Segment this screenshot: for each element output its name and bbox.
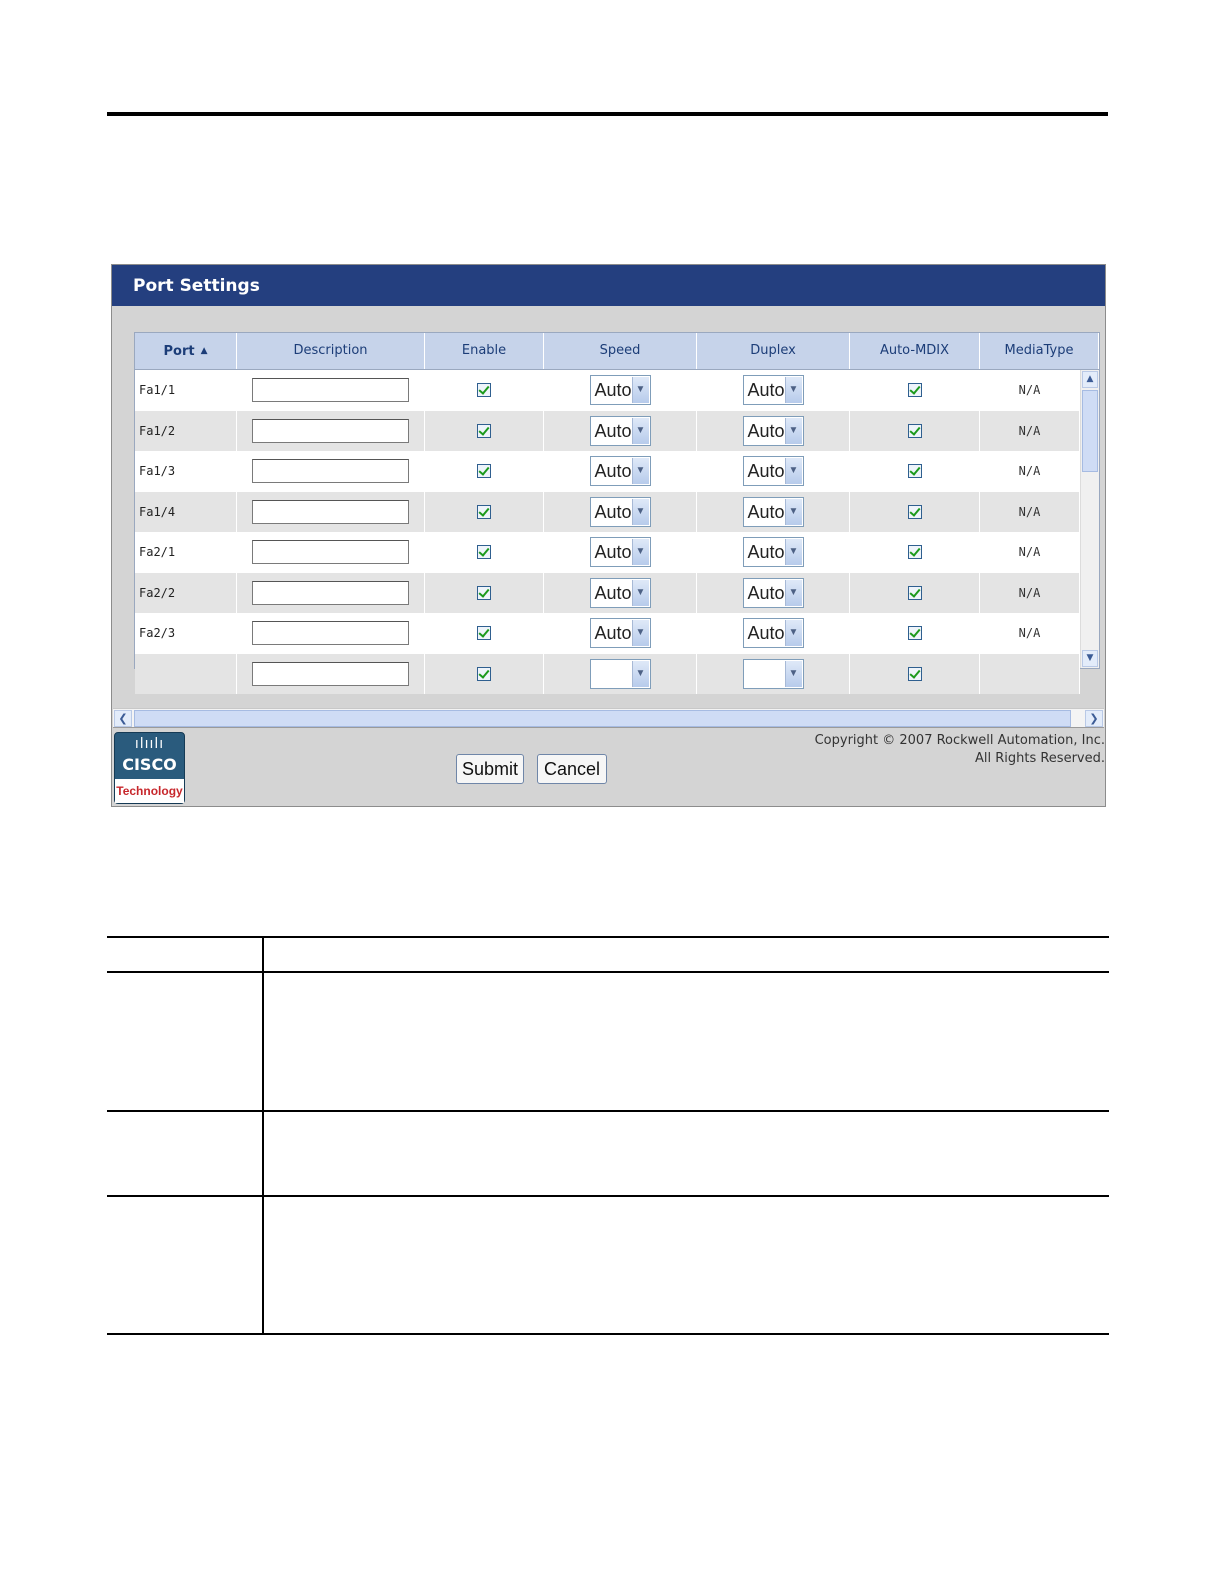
duplex-value: Auto [747, 461, 785, 482]
table-row [135, 573, 1080, 614]
description-cell [237, 532, 425, 573]
port-cell [135, 654, 237, 695]
table-rule-row [107, 1110, 1109, 1112]
speed-value: Auto [594, 380, 632, 401]
sort-ascending-icon: ▲ [200, 346, 208, 356]
mediatype-value: N/A [1018, 545, 1041, 560]
port-cell: Fa1/3 [135, 451, 237, 492]
auto-mdix-checkbox[interactable] [908, 505, 922, 519]
duplex-value: Auto [747, 582, 785, 603]
enable-checkbox[interactable] [477, 424, 491, 438]
chevron-down-icon[interactable]: ▼ [785, 499, 802, 525]
chevron-down-icon[interactable]: ▼ [785, 580, 802, 606]
auto-mdix-cell [850, 532, 980, 573]
enable-checkbox[interactable] [477, 505, 491, 519]
chevron-down-icon[interactable]: ▼ [632, 418, 649, 444]
speed-select[interactable] [590, 618, 651, 648]
column-header-auto-mdix[interactable]: Auto-MDIX [850, 333, 980, 369]
speed-select[interactable] [590, 578, 651, 608]
auto-mdix-checkbox[interactable] [908, 586, 922, 600]
chevron-down-icon[interactable]: ▼ [632, 620, 649, 646]
enable-cell [425, 654, 544, 695]
vertical-scroll-thumb[interactable] [1082, 390, 1098, 472]
rights-line: All Rights Reserved. [974, 751, 1105, 766]
auto-mdix-checkbox[interactable] [908, 383, 922, 397]
duplex-select[interactable] [743, 578, 804, 608]
logo-wordmark: CISCO [122, 755, 177, 774]
port-cell: Fa2/3 [135, 613, 237, 654]
chevron-down-icon[interactable]: ▼ [632, 499, 649, 525]
mediatype-cell [980, 411, 1080, 452]
description-cell [237, 654, 425, 695]
duplex-select[interactable] [743, 456, 804, 486]
speed-value: Auto [594, 420, 632, 441]
auto-mdix-cell [850, 451, 980, 492]
duplex-select[interactable] [743, 416, 804, 446]
mediatype-value: N/A [1018, 585, 1041, 600]
speed-select[interactable] [590, 416, 651, 446]
chevron-down-icon[interactable]: ▼ [632, 580, 649, 606]
speed-value: Auto [594, 501, 632, 522]
description-cell [237, 451, 425, 492]
duplex-cell [697, 370, 850, 411]
column-header-mediatype[interactable]: MediaType [980, 333, 1099, 369]
speed-select[interactable] [590, 537, 651, 567]
description-input[interactable] [252, 581, 409, 605]
speed-value: Auto [594, 582, 632, 603]
speed-cell [544, 532, 697, 573]
description-cell [237, 492, 425, 533]
column-header-enable[interactable]: Enable [425, 333, 544, 369]
scroll-down-icon[interactable]: ▼ [1082, 650, 1098, 667]
table-row [135, 613, 1080, 654]
cisco-bars-icon: ılıılı [134, 736, 165, 752]
description-input[interactable] [252, 540, 409, 564]
duplex-value: Auto [747, 501, 785, 522]
enable-checkbox[interactable] [477, 586, 491, 600]
table-row [135, 492, 1080, 533]
description-input[interactable] [252, 378, 409, 402]
table-rule-bottom [107, 1333, 1109, 1335]
table-column-divider [262, 936, 264, 1334]
chevron-down-icon[interactable]: ▼ [785, 458, 802, 484]
auto-mdix-checkbox[interactable] [908, 464, 922, 478]
table-row [135, 532, 1080, 573]
speed-cell [544, 654, 697, 695]
speed-select[interactable] [590, 497, 651, 527]
speed-cell [544, 613, 697, 654]
horizontal-scrollbar[interactable] [113, 708, 1104, 728]
speed-select[interactable] [590, 659, 651, 689]
auto-mdix-cell [850, 370, 980, 411]
enable-checkbox[interactable] [477, 626, 491, 640]
table-row [135, 411, 1080, 452]
column-header-speed[interactable]: Speed [544, 333, 697, 369]
description-input[interactable] [252, 662, 409, 686]
description-cell [237, 573, 425, 614]
mediatype-value: N/A [1018, 626, 1041, 641]
column-header-port[interactable] [135, 333, 237, 369]
submit-button[interactable]: Submit [456, 754, 524, 784]
column-header-duplex[interactable]: Duplex [697, 333, 850, 369]
port-grid [134, 332, 1100, 679]
mediatype-cell [980, 532, 1080, 573]
page-top-rule [107, 112, 1108, 116]
mediatype-value: N/A [1018, 423, 1041, 438]
mediatype-cell [980, 573, 1080, 614]
auto-mdix-checkbox[interactable] [908, 545, 922, 559]
column-label: Port [163, 344, 195, 359]
auto-mdix-checkbox[interactable] [908, 424, 922, 438]
duplex-select[interactable] [743, 618, 804, 648]
window-footer [112, 730, 1105, 806]
auto-mdix-cell [850, 573, 980, 614]
auto-mdix-cell [850, 411, 980, 452]
duplex-select[interactable] [743, 659, 804, 689]
duplex-value: Auto [747, 623, 785, 644]
copyright-notice [815, 732, 1105, 768]
port-cell: Fa1/4 [135, 492, 237, 533]
table-rule-header [107, 971, 1109, 973]
speed-cell [544, 573, 697, 614]
chevron-down-icon[interactable]: ▼ [632, 661, 649, 687]
description-cell [237, 370, 425, 411]
speed-value: Auto [594, 623, 632, 644]
grid-body [135, 370, 1080, 679]
speed-value: Auto [594, 542, 632, 563]
duplex-cell [697, 532, 850, 573]
chevron-down-icon[interactable]: ▼ [785, 661, 802, 687]
duplex-cell [697, 654, 850, 695]
description-cell [237, 411, 425, 452]
duplex-cell [697, 411, 850, 452]
duplex-cell [697, 613, 850, 654]
chevron-down-icon[interactable]: ▼ [785, 620, 802, 646]
table-row [135, 451, 1080, 492]
description-input[interactable] [252, 459, 409, 483]
speed-cell [544, 451, 697, 492]
port-cell: Fa1/2 [135, 411, 237, 452]
horizontal-scroll-thumb[interactable] [134, 710, 1071, 727]
duplex-cell [697, 573, 850, 614]
port-cell: Fa2/1 [135, 532, 237, 573]
table-row [135, 370, 1080, 411]
enable-checkbox[interactable] [477, 545, 491, 559]
duplex-cell [697, 492, 850, 533]
chevron-down-icon[interactable]: ▼ [632, 458, 649, 484]
logo-badge: Technology [115, 779, 184, 803]
duplex-select[interactable] [743, 375, 804, 405]
description-cell [237, 613, 425, 654]
duplex-value: Auto [747, 380, 785, 401]
table-row [135, 654, 1080, 695]
enable-checkbox[interactable] [477, 667, 491, 681]
mediatype-cell [980, 654, 1080, 695]
duplex-value: Auto [747, 420, 785, 441]
auto-mdix-checkbox[interactable] [908, 667, 922, 681]
cancel-button[interactable]: Cancel [537, 754, 607, 784]
duplex-cell [697, 451, 850, 492]
description-input[interactable] [252, 621, 409, 645]
cisco-logo [114, 732, 185, 804]
port-settings-window [111, 264, 1106, 807]
enable-cell [425, 613, 544, 654]
mediatype-value: N/A [1018, 464, 1041, 479]
chevron-down-icon[interactable]: ▼ [785, 377, 802, 403]
auto-mdix-cell [850, 613, 980, 654]
speed-cell [544, 411, 697, 452]
duplex-select[interactable] [743, 537, 804, 567]
enable-cell [425, 370, 544, 411]
speed-cell [544, 492, 697, 533]
chevron-down-icon[interactable]: ▼ [785, 418, 802, 444]
scroll-up-icon[interactable]: ▲ [1082, 371, 1098, 388]
speed-select[interactable] [590, 375, 651, 405]
auto-mdix-cell [850, 492, 980, 533]
mediatype-cell [980, 492, 1080, 533]
scroll-left-icon[interactable]: ❮ [114, 710, 132, 727]
duplex-value: Auto [747, 542, 785, 563]
enable-cell [425, 411, 544, 452]
vertical-scrollbar[interactable] [1080, 370, 1099, 668]
mediatype-cell [980, 370, 1080, 411]
mediatype-cell [980, 451, 1080, 492]
description-input[interactable] [252, 419, 409, 443]
enable-cell [425, 492, 544, 533]
enable-checkbox[interactable] [477, 464, 491, 478]
table-rule-top [107, 936, 1109, 938]
description-input[interactable] [252, 500, 409, 524]
enable-cell [425, 532, 544, 573]
mediatype-cell [980, 613, 1080, 654]
auto-mdix-cell [850, 654, 980, 695]
speed-cell [544, 370, 697, 411]
duplex-select[interactable] [743, 497, 804, 527]
port-cell: Fa2/2 [135, 573, 237, 614]
column-header-description[interactable]: Description [237, 333, 425, 369]
auto-mdix-checkbox[interactable] [908, 626, 922, 640]
window-title: Port Settings [112, 265, 1105, 306]
chevron-down-icon[interactable]: ▼ [785, 539, 802, 565]
enable-checkbox[interactable] [477, 383, 491, 397]
mediatype-value: N/A [1018, 504, 1041, 519]
speed-value: Auto [594, 461, 632, 482]
port-cell: Fa1/1 [135, 370, 237, 411]
copyright-line: Copyright © 2007 Rockwell Automation, Inc. [814, 733, 1105, 748]
enable-cell [425, 573, 544, 614]
speed-select[interactable] [590, 456, 651, 486]
table-rule-row [107, 1195, 1109, 1197]
enable-cell [425, 451, 544, 492]
scroll-right-icon[interactable]: ❯ [1085, 710, 1103, 727]
grid-header [135, 333, 1099, 370]
mediatype-value: N/A [1018, 383, 1041, 398]
chevron-down-icon[interactable]: ▼ [632, 539, 649, 565]
chevron-down-icon[interactable]: ▼ [632, 377, 649, 403]
